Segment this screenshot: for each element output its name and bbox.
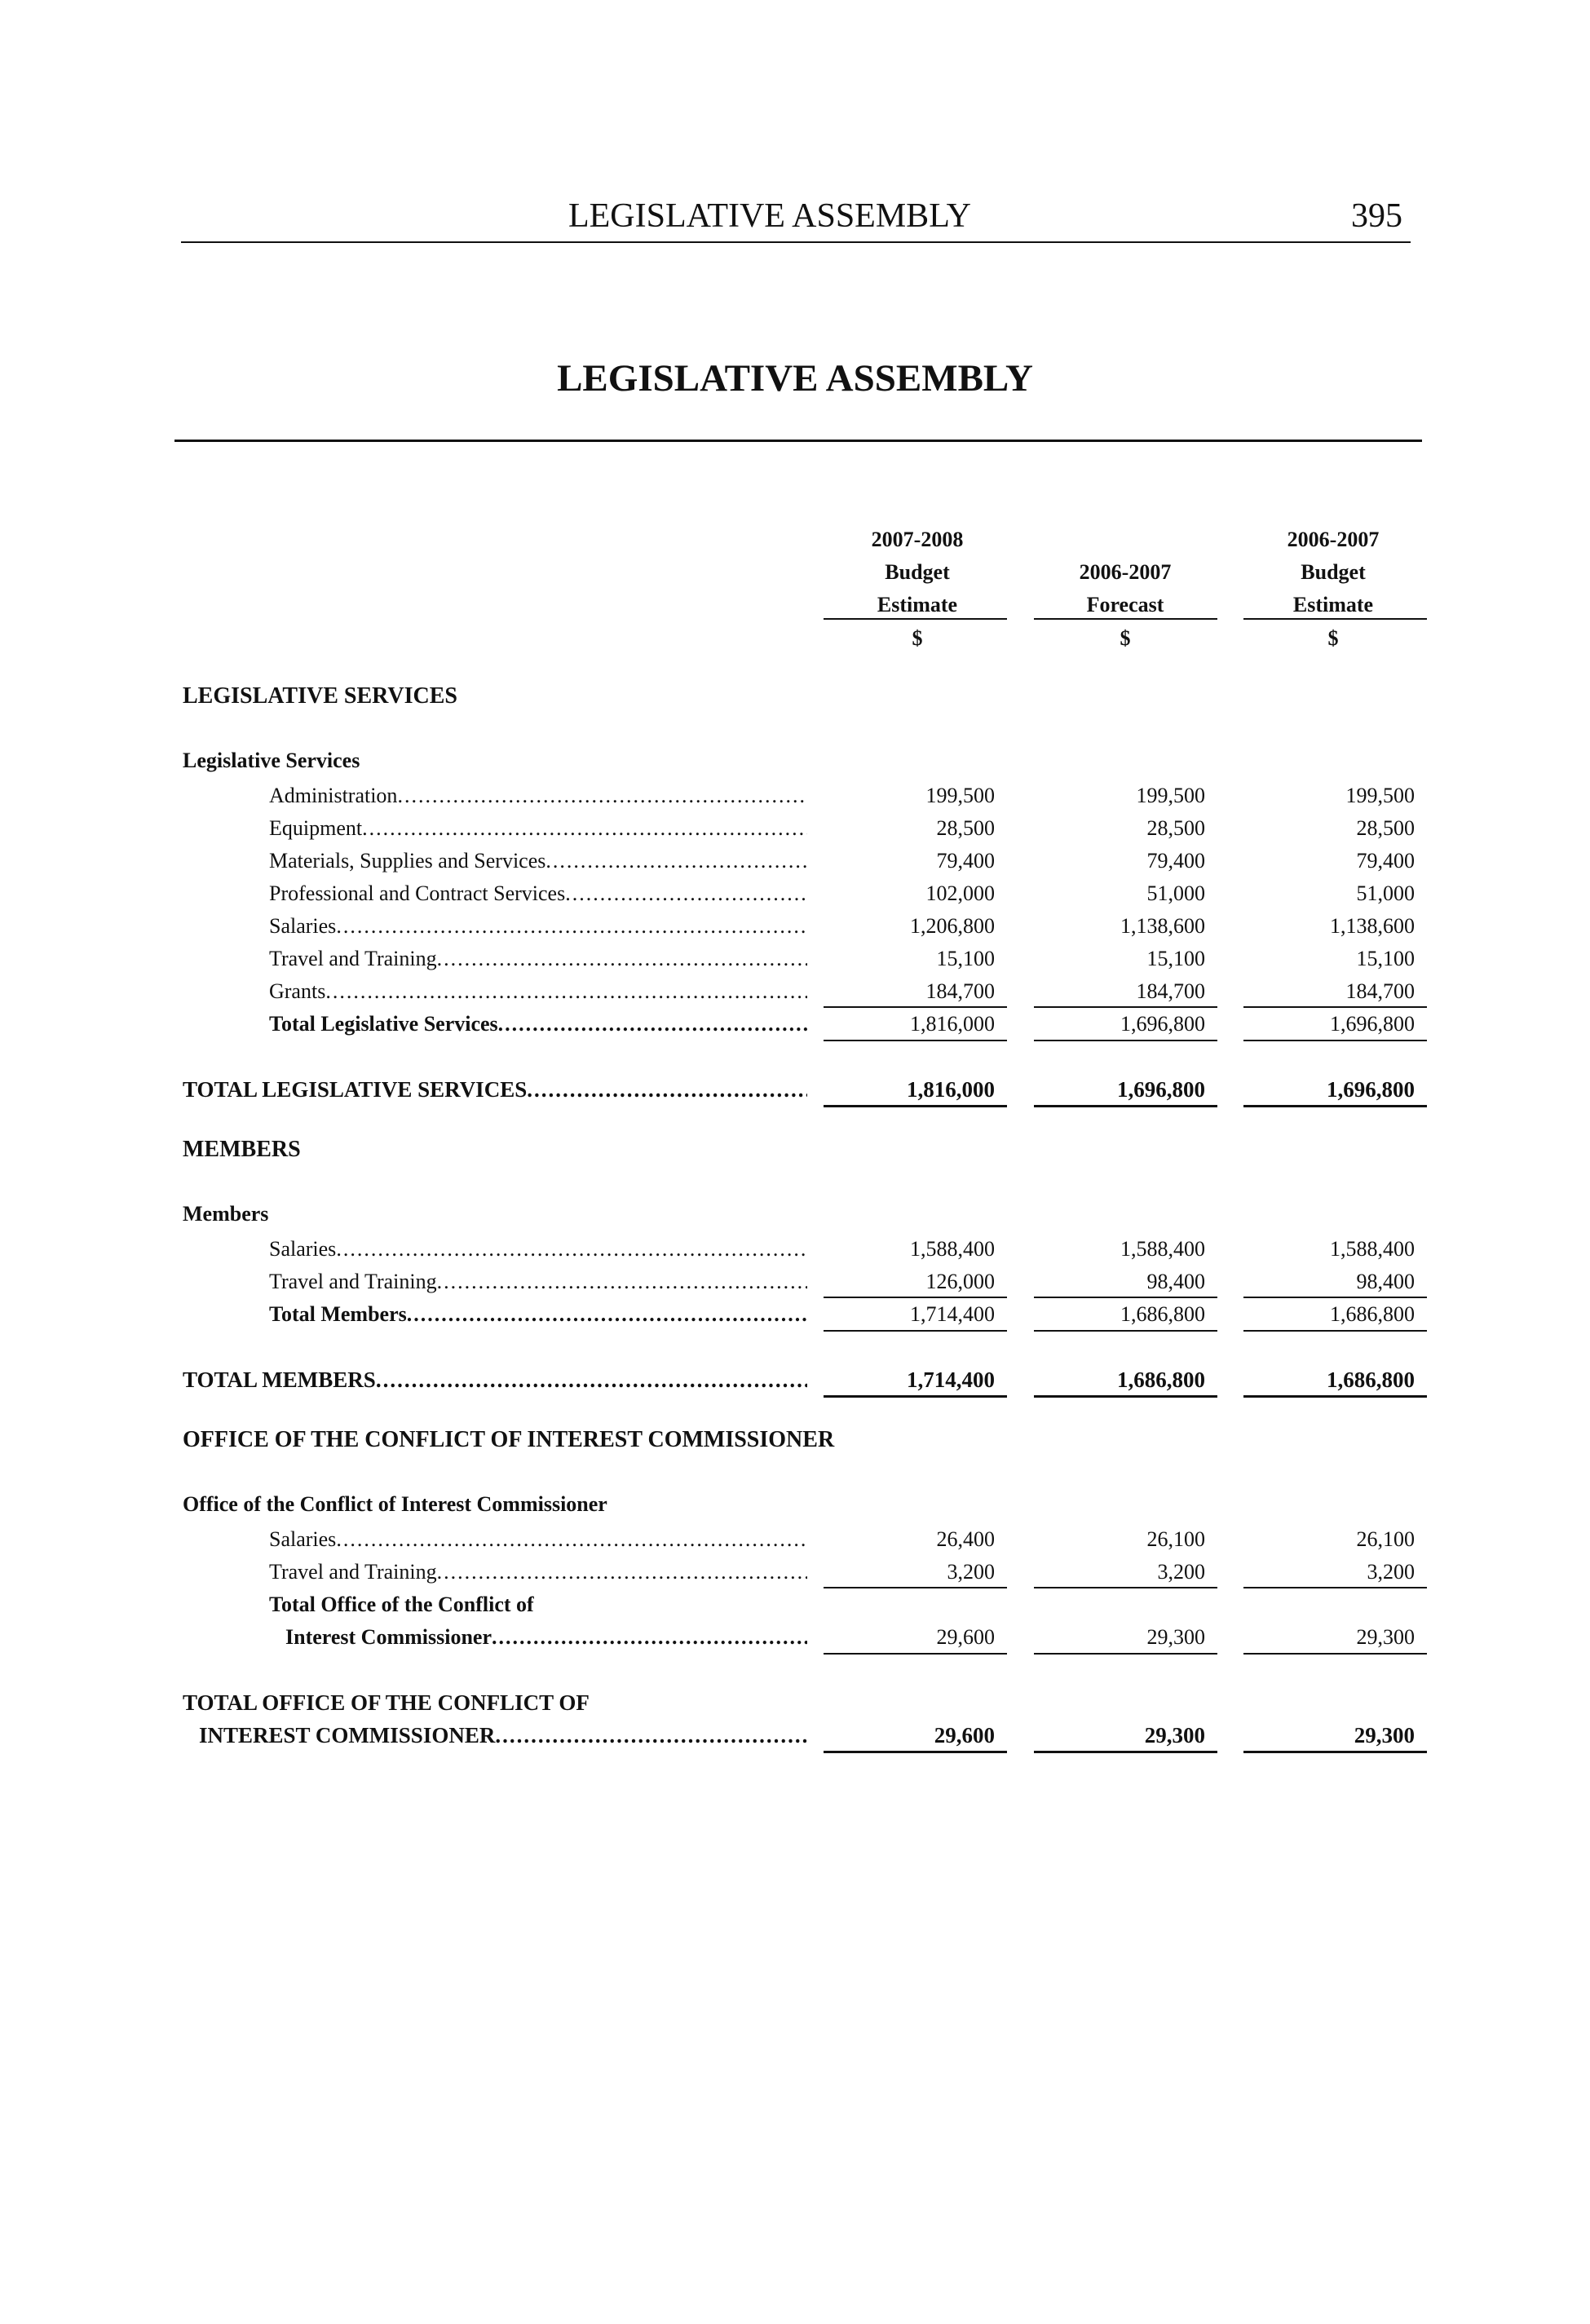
leader-dots bbox=[407, 1298, 807, 1331]
total-underline bbox=[824, 1395, 1007, 1398]
total-underline bbox=[824, 1751, 1007, 1753]
cell-2006-2007-forecast: 1,696,800 bbox=[1120, 1012, 1205, 1036]
leader-dots bbox=[495, 1719, 807, 1752]
cell-2007-2008-budget: 29,600 bbox=[936, 1625, 995, 1649]
row-label: Travel and Training bbox=[269, 1270, 437, 1293]
total-row bbox=[0, 1073, 1590, 1106]
cell-2006-2007-budget: 1,696,800 bbox=[1330, 1012, 1415, 1036]
column-header-rule-1 bbox=[824, 618, 1007, 620]
subheading-members: Members bbox=[183, 1202, 269, 1226]
cell-2006-2007-forecast: 98,400 bbox=[1146, 1270, 1205, 1293]
page-title: LEGISLATIVE ASSEMBLY bbox=[557, 357, 1033, 400]
cell-2006-2007-forecast: 1,696,800 bbox=[1117, 1077, 1205, 1102]
cell-2007-2008-budget: 29,600 bbox=[934, 1723, 995, 1747]
table-row bbox=[0, 780, 1590, 812]
subtotal-underline bbox=[1034, 1330, 1217, 1332]
cell-2006-2007-budget: 15,100 bbox=[1356, 947, 1415, 970]
column-header-2-line1 bbox=[1023, 524, 1227, 556]
row-label: Salaries bbox=[269, 1527, 337, 1551]
subtotal-underline bbox=[824, 1653, 1007, 1655]
cell-2006-2007-forecast: 26,100 bbox=[1146, 1527, 1205, 1551]
table-row bbox=[0, 1266, 1590, 1298]
subtotal-row bbox=[0, 1008, 1590, 1040]
leader-dots bbox=[492, 1621, 807, 1654]
leader-dots bbox=[336, 1233, 807, 1266]
subtotal-underline bbox=[1034, 1653, 1217, 1655]
cell-2006-2007-forecast: 184,700 bbox=[1136, 979, 1205, 1003]
row-label: INTEREST COMMISSIONER bbox=[199, 1723, 496, 1747]
cell-2006-2007-budget: 29,300 bbox=[1354, 1723, 1415, 1747]
subtotal-row-label-line1 bbox=[0, 1588, 1590, 1621]
total-underline bbox=[1034, 1105, 1217, 1107]
cell-2006-2007-forecast: 3,200 bbox=[1157, 1560, 1205, 1584]
column-header-2 bbox=[1023, 524, 1227, 621]
row-label: Travel and Training bbox=[269, 947, 437, 970]
column-header-1-line1: 2007-2008 bbox=[871, 528, 964, 551]
cell-2006-2007-budget: 1,686,800 bbox=[1327, 1367, 1415, 1392]
cell-2007-2008-budget: 1,714,400 bbox=[907, 1367, 995, 1392]
leader-dots bbox=[437, 1266, 807, 1298]
leader-dots bbox=[437, 943, 807, 975]
cell-2006-2007-forecast: 199,500 bbox=[1136, 784, 1205, 807]
cell-2007-2008-budget: 15,100 bbox=[936, 947, 995, 970]
unit-label-1: $ bbox=[912, 626, 923, 650]
total-row-label-line1 bbox=[0, 1686, 1590, 1719]
row-label: Administration bbox=[269, 784, 398, 807]
subtotal-underline bbox=[1243, 1040, 1427, 1041]
subtotal-underline bbox=[824, 1040, 1007, 1041]
cell-2007-2008-budget: 1,816,000 bbox=[910, 1012, 995, 1036]
leader-dots bbox=[376, 1363, 807, 1396]
column-header-3-line1: 2006-2007 bbox=[1287, 528, 1380, 551]
row-label: Grants bbox=[269, 979, 326, 1003]
unit-label-3: $ bbox=[1327, 626, 1339, 650]
header-rule bbox=[181, 241, 1411, 243]
table-row bbox=[0, 845, 1590, 877]
cell-2007-2008-budget: 1,816,000 bbox=[907, 1077, 995, 1102]
leader-dots bbox=[336, 1523, 807, 1556]
row-label: TOTAL LEGISLATIVE SERVICES bbox=[183, 1077, 528, 1102]
running-title: LEGISLATIVE ASSEMBLY bbox=[568, 197, 971, 235]
cell-2006-2007-forecast: 28,500 bbox=[1146, 816, 1205, 840]
subtotal-underline bbox=[1243, 1653, 1427, 1655]
cell-2006-2007-budget: 26,100 bbox=[1356, 1527, 1415, 1551]
column-header-rule-3 bbox=[1243, 618, 1427, 620]
cell-2006-2007-budget: 98,400 bbox=[1356, 1270, 1415, 1293]
cell-2007-2008-budget: 79,400 bbox=[936, 849, 995, 873]
unit-label-2: $ bbox=[1120, 626, 1131, 650]
row-label: TOTAL MEMBERS bbox=[183, 1367, 376, 1392]
row-label: Interest Commissioner bbox=[285, 1625, 492, 1649]
row-label: Total Legislative Services bbox=[269, 1012, 498, 1036]
leader-dots bbox=[527, 1073, 807, 1106]
table-row bbox=[0, 1523, 1590, 1556]
cell-2006-2007-budget: 51,000 bbox=[1356, 881, 1415, 905]
cell-2007-2008-budget: 1,206,800 bbox=[910, 914, 995, 938]
total-underline bbox=[1243, 1751, 1427, 1753]
cell-2006-2007-budget: 199,500 bbox=[1345, 784, 1415, 807]
row-label: Professional and Contract Services bbox=[269, 881, 566, 905]
cell-2006-2007-budget: 29,300 bbox=[1356, 1625, 1415, 1649]
column-header-2-line2: 2006-2007 bbox=[1079, 560, 1172, 584]
subtotal-underline bbox=[824, 1330, 1007, 1332]
section-heading-members: MEMBERS bbox=[183, 1137, 301, 1162]
cell-2006-2007-budget: 1,696,800 bbox=[1327, 1077, 1415, 1102]
column-header-3 bbox=[1231, 524, 1435, 621]
row-label: Materials, Supplies and Services bbox=[269, 849, 546, 873]
total-row bbox=[0, 1719, 1590, 1752]
page-number: 395 bbox=[1351, 197, 1402, 235]
subtotal-underline bbox=[1034, 1040, 1217, 1041]
row-label: Total Office of the Conflict of bbox=[269, 1593, 534, 1616]
column-header-rule-2 bbox=[1034, 618, 1217, 620]
row-label: Equipment bbox=[269, 816, 363, 840]
row-label: Travel and Training bbox=[269, 1560, 437, 1584]
cell-2006-2007-forecast: 1,588,400 bbox=[1120, 1237, 1205, 1261]
total-underline bbox=[824, 1105, 1007, 1107]
table-row bbox=[0, 910, 1590, 943]
column-header-1-line2: Budget bbox=[885, 560, 950, 584]
column-header-1-line3: Estimate bbox=[877, 593, 958, 616]
cell-2007-2008-budget: 28,500 bbox=[936, 816, 995, 840]
column-header-3-line3: Estimate bbox=[1292, 593, 1374, 616]
subheading-legislative-services: Legislative Services bbox=[183, 749, 360, 772]
cell-2006-2007-forecast: 15,100 bbox=[1146, 947, 1205, 970]
total-underline bbox=[1034, 1751, 1217, 1753]
cell-2006-2007-forecast: 1,686,800 bbox=[1117, 1367, 1205, 1392]
title-rule bbox=[174, 440, 1422, 442]
row-label: TOTAL OFFICE OF THE CONFLICT OF bbox=[183, 1690, 590, 1715]
leader-dots bbox=[362, 812, 807, 845]
cell-2007-2008-budget: 3,200 bbox=[947, 1560, 995, 1584]
total-row bbox=[0, 1363, 1590, 1396]
leader-dots bbox=[565, 877, 807, 910]
leader-dots bbox=[437, 1556, 807, 1588]
cell-2006-2007-forecast: 1,138,600 bbox=[1120, 914, 1205, 938]
cell-2006-2007-forecast: 51,000 bbox=[1146, 881, 1205, 905]
total-underline bbox=[1034, 1395, 1217, 1398]
row-label: Salaries bbox=[269, 1237, 337, 1261]
cell-2006-2007-budget: 184,700 bbox=[1345, 979, 1415, 1003]
subtotal-row bbox=[0, 1621, 1590, 1654]
row-label: Salaries bbox=[269, 914, 337, 938]
table-row bbox=[0, 1233, 1590, 1266]
section-heading-conflict-of-interest: OFFICE OF THE CONFLICT OF INTEREST COMMISSIONER bbox=[183, 1427, 835, 1452]
column-header-2-line3: Forecast bbox=[1086, 593, 1164, 616]
leader-dots bbox=[336, 910, 807, 943]
section-heading-legislative-services: LEGISLATIVE SERVICES bbox=[183, 683, 457, 709]
cell-2006-2007-budget: 3,200 bbox=[1367, 1560, 1415, 1584]
cell-2006-2007-forecast: 79,400 bbox=[1146, 849, 1205, 873]
cell-2006-2007-budget: 79,400 bbox=[1356, 849, 1415, 873]
cell-2007-2008-budget: 1,714,400 bbox=[910, 1302, 995, 1326]
table-row bbox=[0, 812, 1590, 845]
cell-2006-2007-budget: 1,588,400 bbox=[1330, 1237, 1415, 1261]
cell-2006-2007-forecast: 1,686,800 bbox=[1120, 1302, 1205, 1326]
subtotal-row bbox=[0, 1298, 1590, 1331]
cell-2007-2008-budget: 1,588,400 bbox=[910, 1237, 995, 1261]
cell-2006-2007-forecast: 29,300 bbox=[1144, 1723, 1205, 1747]
cell-2006-2007-budget: 1,138,600 bbox=[1330, 914, 1415, 938]
cell-2006-2007-budget: 28,500 bbox=[1356, 816, 1415, 840]
column-header-1 bbox=[815, 524, 1019, 621]
table-row bbox=[0, 943, 1590, 975]
cell-2007-2008-budget: 199,500 bbox=[925, 784, 995, 807]
total-underline bbox=[1243, 1395, 1427, 1398]
table-row bbox=[0, 1556, 1590, 1588]
cell-2006-2007-budget: 1,686,800 bbox=[1330, 1302, 1415, 1326]
leader-dots bbox=[397, 780, 807, 812]
cell-2007-2008-budget: 102,000 bbox=[925, 881, 995, 905]
table-row bbox=[0, 975, 1590, 1008]
cell-2006-2007-forecast: 29,300 bbox=[1146, 1625, 1205, 1649]
total-underline bbox=[1243, 1105, 1427, 1107]
cell-2007-2008-budget: 126,000 bbox=[925, 1270, 995, 1293]
cell-2007-2008-budget: 184,700 bbox=[925, 979, 995, 1003]
leader-dots bbox=[545, 845, 807, 877]
table-row bbox=[0, 877, 1590, 910]
column-header-3-line2: Budget bbox=[1301, 560, 1366, 584]
cell-2007-2008-budget: 26,400 bbox=[936, 1527, 995, 1551]
row-label: Total Members bbox=[269, 1302, 407, 1326]
leader-dots bbox=[498, 1008, 807, 1040]
leader-dots bbox=[325, 975, 807, 1008]
subheading-conflict-of-interest: Office of the Conflict of Interest Commissioner bbox=[183, 1492, 607, 1516]
subtotal-underline bbox=[1243, 1330, 1427, 1332]
